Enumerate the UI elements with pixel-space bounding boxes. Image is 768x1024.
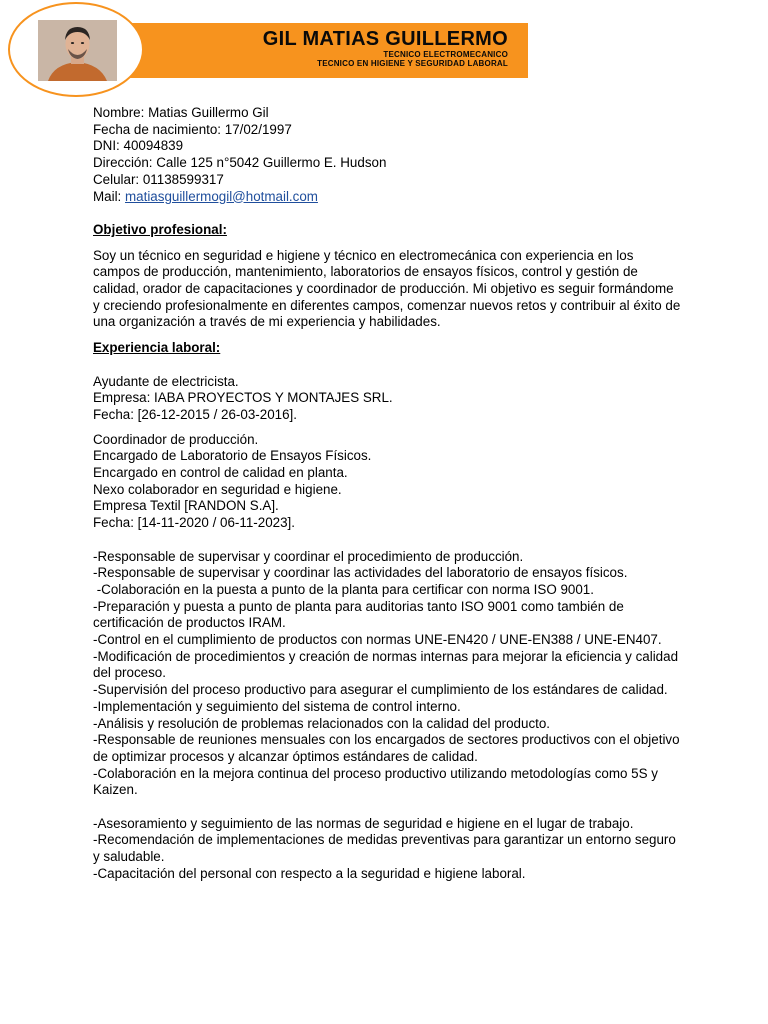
task-item: -Implementación y seguimiento del sistema de control interno. [93, 698, 461, 714]
job1-line: Fecha: [26-12-2015 / 26-03-2016]. [93, 406, 297, 422]
job2-line: Encargado de Laboratorio de Ensayos Físicos. [93, 448, 372, 464]
resume-body [93, 105, 683, 883]
task-item: -Responsable de reuniones mensuales con los encargados de sectores productivos con el objetivo de optimizar procesos y alcanzar óptimos estándares de calidad. [93, 732, 680, 764]
header-name: GIL MATIAS GUILLERMO [262, 28, 508, 50]
safety-task-item: -Capacitación del personal con respecto a la seguridad e higiene laboral. [93, 865, 526, 881]
task-item: -Análisis y resolución de problemas relacionados con la calidad del producto. [93, 715, 551, 731]
job1-line: Ayudante de electricista. [93, 373, 239, 389]
personal-name: Nombre: Matias Guillermo Gil [93, 105, 269, 120]
objective-text: Soy un técnico en seguridad e higiene y técnico en electromecánica con experiencia en los campos de producción, mantenimiento, laboratorios de ensayos físicos, control y gestión de calidad, orador de capacitaciones y coordinador de producción. Mi objetivo es seguir formándome y creciendo profesionalmente en diferentes campos, comenzar nuevos retos y contribuir al éxito de una organización a través de mi experiencia y habilidades. [93, 247, 681, 330]
personal-phone: Celular: 01138599317 [93, 171, 224, 187]
job1-line: Empresa: IABA PROYECTOS Y MONTAJES SRL. [93, 390, 393, 406]
task-item: -Responsable de supervisar y coordinar las actividades del laboratorio de ensayos físicos. [93, 565, 628, 581]
safety-task-item: -Recomendación de implementaciones de medidas preventivas para garantizar un entorno seguro y saludable. [93, 832, 676, 865]
task-item: -Supervisión del proceso productivo para asegurar el cumplimiento de los estándares de calidad. [93, 682, 668, 698]
objective-heading: Objetivo profesional: [93, 221, 227, 237]
job2-line: Nexo colaborador en seguridad e higiene. [93, 481, 342, 497]
experience-heading: Experiencia laboral: [93, 340, 221, 356]
personal-mail-row [93, 189, 683, 206]
task-item: -Control en el cumplimiento de productos con normas UNE-EN420 / UNE-EN388 / UNE-EN407. [93, 632, 662, 648]
job2-line: Coordinador de producción. [93, 431, 259, 447]
job2-line: Empresa Textil [RANDON S.A]. [93, 498, 279, 514]
profile-photo [38, 20, 117, 81]
personal-birthdate: Fecha de nacimiento: 17/02/1997 [93, 121, 292, 137]
header-subtitle-2: TECNICO EN HIGIENE Y SEGURIDAD LABORAL [317, 59, 508, 68]
safety-task-item: -Asesoramiento y seguimiento de las normas de seguridad e higiene en el lugar de trabajo. [93, 815, 634, 831]
job2-line: Fecha: [14-11-2020 / 06-11-2023]. [93, 515, 295, 531]
task-item: -Responsable de supervisar y coordinar el procedimiento de producción. [93, 548, 524, 564]
task-item: -Colaboración en la puesta a punto de la planta para certificar con norma ISO 9001. [93, 581, 594, 597]
header [0, 0, 768, 110]
task-item: -Colaboración en la mejora continua del proceso productivo utilizando metodologías como 5S y Kaizen. [93, 765, 658, 798]
email-link[interactable]: matiasguillermogil@hotmail.com [125, 188, 318, 204]
header-subtitle-1: TECNICO ELECTROMECANICO [383, 50, 508, 59]
mail-label: Mail: [93, 188, 125, 204]
task-item: -Preparación y puesta a punto de planta para auditorias tanto ISO 9001 como también de certificación de productos IRAM. [93, 598, 624, 631]
job2-line: Encargado en control de calidad en planta. [93, 465, 348, 481]
task-item: -Modificación de procedimientos y creación de normas internas para mejorar la eficiencia y calidad del proceso. [93, 648, 679, 681]
personal-address: Dirección: Calle 125 n°5042 Guillermo E. Hudson [93, 155, 387, 171]
personal-dni: DNI: 40094839 [93, 138, 184, 154]
